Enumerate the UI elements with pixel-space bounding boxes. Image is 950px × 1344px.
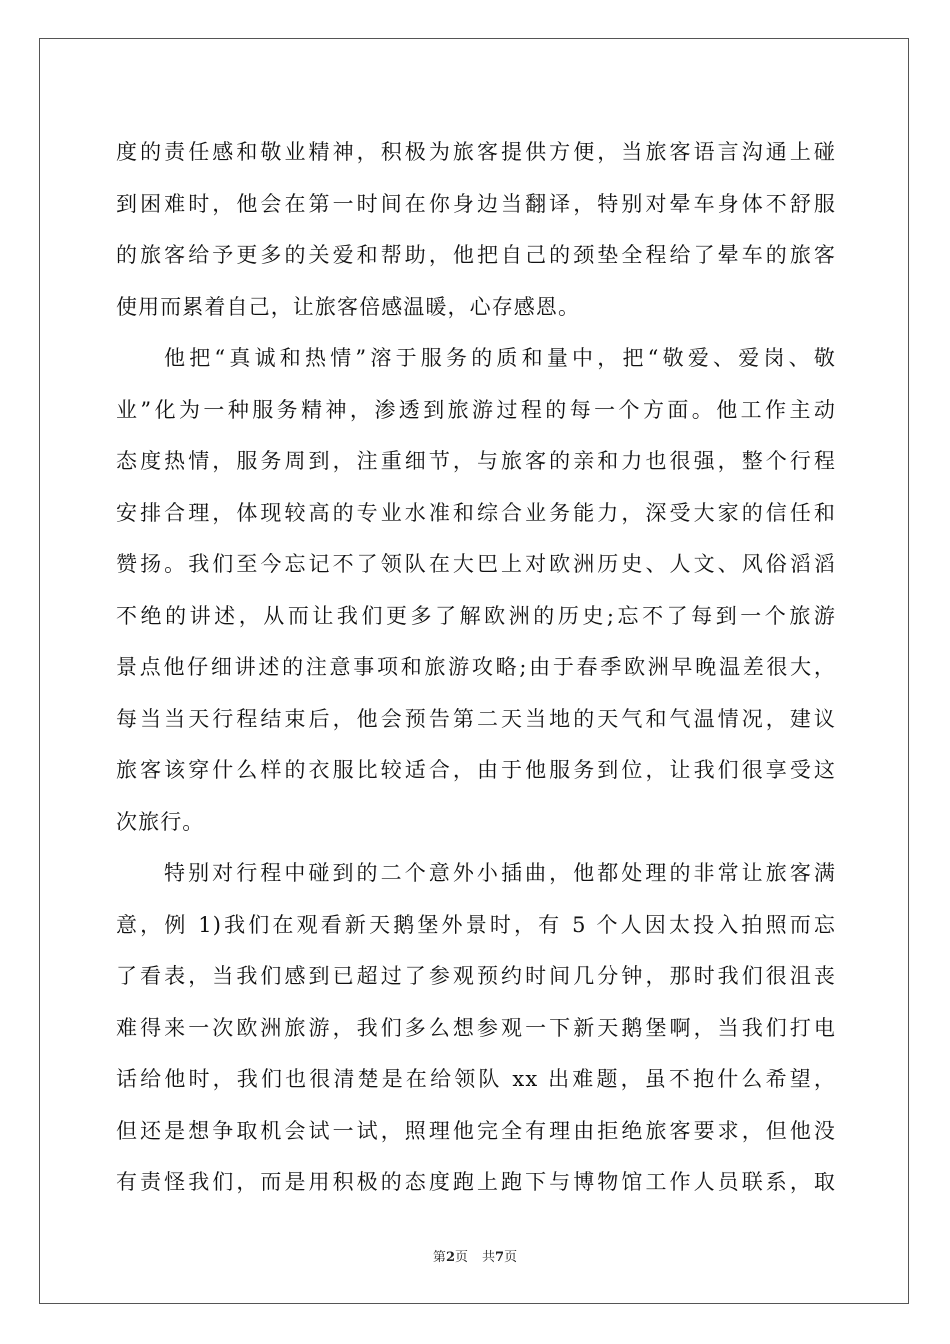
text-line: 到困难时，他会在第一时间在你身边当翻译，特别对晕车身体不舒服: [116, 191, 836, 216]
text-line: 使用而累着自己，让旅客倍感温暖，心存感恩。: [116, 294, 581, 319]
total-prefix: 共: [482, 1250, 496, 1265]
document-body: [116, 127, 836, 1209]
text-line: 业”化为一种服务精神，渗透到旅游过程的每一个方面。他工作主动: [116, 397, 836, 422]
page-suffix: 页: [454, 1250, 468, 1265]
page-footer: [0, 1246, 950, 1265]
text-line: 意，例 1)我们在观看新天鹅堡外景时，有 5 个人因太投入拍照而忘: [116, 912, 836, 937]
text-line: 不绝的讲述，从而让我们更多了解欧洲的历史;忘不了每到一个旅游: [116, 603, 836, 628]
text-line: 了看表，当我们感到已超过了参观预约时间几分钟，那时我们很沮丧: [116, 964, 836, 988]
text-line: 安排合理，体现较高的专业水准和综合业务能力，深受大家的信任和: [116, 500, 836, 525]
page-prefix: 第: [432, 1250, 446, 1265]
text-line: 旅客该穿什么样的衣服比较适合，由于他服务到位，让我们很享受这: [116, 758, 836, 782]
text-line: 的旅客给予更多的关爱和帮助，他把自己的颈垫全程给了晕车的旅客: [116, 243, 836, 267]
text-line: 赞扬。我们至今忘记不了领队在大巴上对欧洲历史、人文、风俗滔滔: [116, 552, 836, 576]
text-line: 次旅行。: [116, 809, 205, 834]
text-line: 度的责任感和敬业精神，积极为旅客提供方便，当旅客语言沟通上碰: [116, 140, 836, 164]
text-line: 话给他时，我们也很清楚是在给领队 xx 出难题，虽不抱什么希望，: [116, 1067, 836, 1091]
total-suffix: 页: [504, 1250, 518, 1265]
total-pages: 7: [495, 1250, 505, 1265]
text-line: 态度热情，服务周到，注重细节，与旅客的亲和力也很强，整个行程: [116, 449, 836, 473]
text-line: 但还是想争取机会试一试，照理他完全有理由拒绝旅客要求，但他没: [116, 1118, 836, 1143]
text-line: 有责怪我们，而是用积极的态度跑上跑下与博物馆工作人员联系，取: [116, 1170, 836, 1194]
text-line: 景点他仔细讲述的注意事项和旅游攻略;由于春季欧洲早晚温差很大，: [116, 655, 836, 679]
paragraph-start-line: 他把“真诚和热情”溶于服务的质和量中，把“敬爱、爱岗、敬: [164, 346, 836, 370]
text-line: 每当当天行程结束后，他会预告第二天当地的天气和气温情况，建议: [116, 706, 836, 731]
paragraph-start-line: 特别对行程中碰到的二个意外小插曲，他都处理的非常让旅客满: [164, 861, 836, 885]
text-line: 难得来一次欧洲旅游，我们多么想参观一下新天鹅堡啊，当我们打电: [116, 1015, 836, 1040]
page-number: 2: [445, 1250, 455, 1265]
